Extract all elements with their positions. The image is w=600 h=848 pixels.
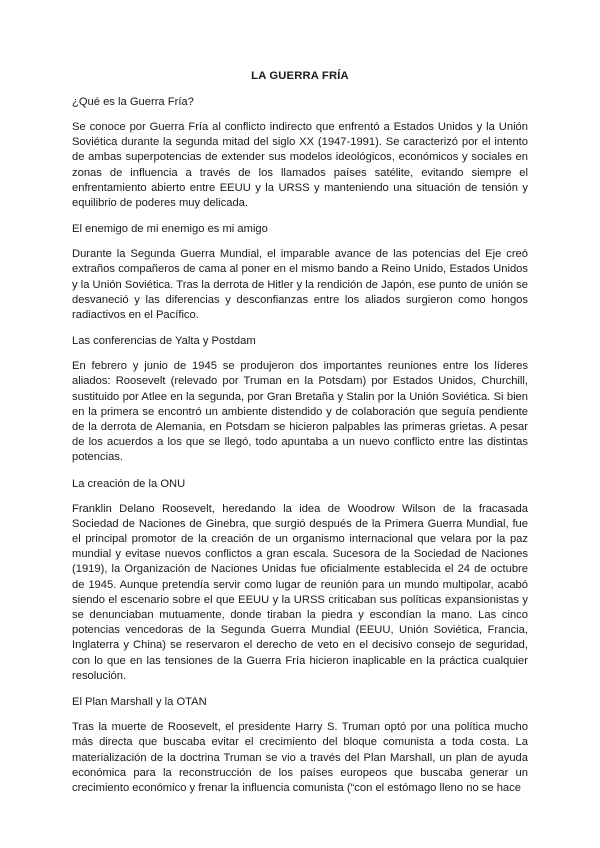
section-paragraph: Durante la Segunda Guerra Mundial, el imparable avance de las potencias del Eje creó extraños compañeros de cama al poner en el mismo bando a Reino Unido, Estados Unidos y la Unión Soviética. Tras la derrota de Hitler y la rendición de Japón, ese punto de unión se desvaneció y las diferencias y desconfianzas entre los aliados surgieron como hongos radiactivos en el Pacífico.: [72, 248, 528, 322]
section-paragraph: Franklin Delano Roosevelt, heredando la idea de Woodrow Wilson de la fracasada Sociedad de Naciones de Ginebra, que surgió después de la Primera Guerra Mundial, fue el principal promotor de la creación de un organismo internacional que velara por la paz mundial y evitase nuevos conflictos a gran escala. Sucesora de la Sociedad de Naciones (1919), la Organización de Naciones Unidas fue oficialmente establecida el 24 de octubre de 1945. Aunque pretendía servir como lugar de reunión para un mundo multipolar, acabó siendo el escenario sobre el que EEUU y la URSS criticaban sus políticas expansionistas y se denunciaban mutuamente, donde tiraban la piedra y escondían la mano. Las cinco potencias vencedoras de la Segunda Guerra Mundial (EEUU, Unión Soviética, Francia, Inglaterra y China) se reservaron el derecho de veto en el decisivo consejo de seguridad, con lo que en las tensiones de la Guerra Fría hicieron inaplicable en la práctica cualquier resolución.: [72, 502, 528, 682]
section-heading: Las conferencias de Yalta y Postdam: [72, 335, 256, 348]
section-heading: El Plan Marshall y la OTAN: [72, 696, 207, 709]
section-heading: ¿Qué es la Guerra Fría?: [72, 96, 194, 108]
document-title: LA GUERRA FRÍA: [251, 70, 349, 82]
section-paragraph: En febrero y junio de 1945 se produjeron dos importantes reuniones entre los líderes aliados: Roosevelt (relevado por Truman en la Potsdam) por Estados Unidos, Churchill, sustituido por Atlee en la segunda, por Gran Bretaña y Stalin por la Unión Soviética. Si bien en la primera se encontró un ambiente distendido y de colaboración que seguía pendiente de la derrota de Alemania, en Potsdam se hicieron palpables las primeras grietas. A pesar de los acuerdos a los que se llegó, todo apuntaba a un nuevo conflicto entre las distintas potencias.: [72, 360, 528, 464]
section-heading: La creación de la ONU: [72, 477, 186, 490]
section-heading: El enemigo de mi enemigo es mi amigo: [72, 223, 268, 236]
section-paragraph: Se conoce por Guerra Fría al conflicto indirecto que enfrentó a Estados Unidos y la Unión Soviética durante la segunda mitad del siglo XX (1947-1991). Se caracterizó por el intento de ambas superpotencias de extender sus modelos ideológicos, económicos y sociales en zonas de influencia a través de los llamados países satélite, evitando siempre el enfrentamiento abierto entre EEUU y la URSS y manteniendo una situación de tensión y equilibrio de poderes muy delicada.: [72, 121, 528, 210]
section-paragraph: Tras la muerte de Roosevelt, el presidente Harry S. Truman optó por una política mucho más directa que buscaba evitar el crecimiento del bloque comunista a toda costa. La materialización de la doctrina Truman se vio a través del Plan Marshall, un plan de ayuda económica para la reconstrucción de los países europeos que buscaba generar un crecimiento económico y frenar la influencia comunista (“con el estómago lleno no se hace: [72, 721, 528, 794]
